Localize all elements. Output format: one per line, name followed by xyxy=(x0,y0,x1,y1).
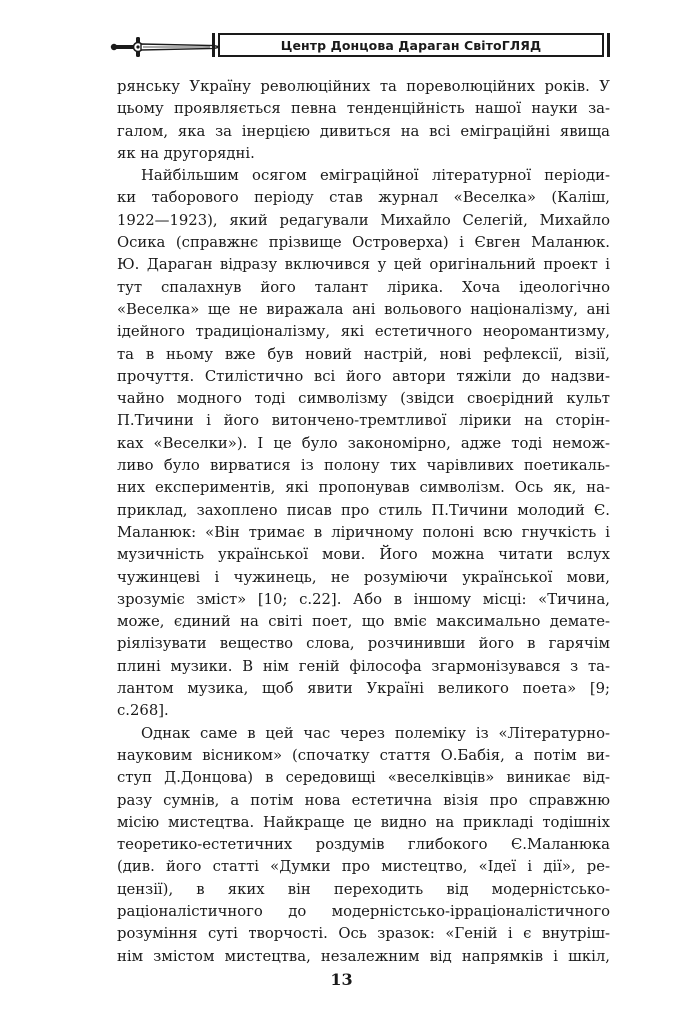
text-line: теоретико-естетичних роздумів глибокого Є.Маланюка xyxy=(117,836,610,854)
text-line: ріялізувати вещество слова, розчинивши його в гарячім xyxy=(117,635,610,653)
text-line: чайно модного тоді символізму (звідси своєрідний культ xyxy=(117,390,610,408)
page-number: 13 xyxy=(330,970,353,989)
text-line: «Веселка» ще не виражала ані вольового націоналізму, ані xyxy=(117,300,610,318)
body-text xyxy=(117,76,610,968)
text-line: ступ Д.Донцова) в середовищі «веселківців» виникає від- xyxy=(117,769,610,787)
text-line: Маланюк: «Він тримає в ліричному полоні всю гнучкість і xyxy=(117,523,610,541)
text-line: може, єдиний на світі поет, що вміє максимально демате- xyxy=(117,613,610,631)
text-line: місію мистецтва. Найкраще це видно на прикладі тодішніх xyxy=(117,813,610,831)
text-line: цензії), в яких він переходить від модерністсько- xyxy=(117,880,610,898)
text-line: та в ньому вже був новий настрій, нові рефлексії, візії, xyxy=(117,345,610,363)
text-line: Ю. Дараган відразу включився у цей оригінальний проект і xyxy=(117,256,610,274)
text-line: Однак саме в цей час через полеміку із «Літературно- xyxy=(141,724,610,742)
text-line: ливо було вирватися із полону тих чарівливих поетикаль- xyxy=(117,457,610,475)
text-line: ки таборового періоду став журнал «Веселка» (Каліш, xyxy=(117,189,610,207)
text-line: тут спалахнув його талант лірика. Хоча ідеологічно xyxy=(117,278,610,296)
text-line: 1922—1923), який редагували Михайло Селегій, Михайло xyxy=(117,211,610,229)
text-line: приклад, захоплено писав про стиль П.Тичини молодий Є. xyxy=(117,501,610,519)
text-line: П.Тичини і його витончено-тремтливої лірики на сторін- xyxy=(117,412,610,430)
text-line: раціоналістичного до модерністсько-ірраціоналістичного xyxy=(117,902,610,920)
text-line: нім змістом мистецтва, незалежним від напрямків і шкіл, xyxy=(117,947,610,965)
text-line: як на другорядні. xyxy=(117,144,255,162)
text-line: разу сумнів, а потім нова естетична візія про справжню xyxy=(117,791,610,809)
running-header xyxy=(0,0,683,70)
text-line: ідейного традиціоналізму, які естетичного неоромантизму, xyxy=(117,323,610,341)
text-line: лантом музика, щоб явити Україні великого поета» [9; xyxy=(117,680,610,698)
text-line: Осика (справжнє прізвище Островерха) і Євген Маланюк. xyxy=(117,234,610,252)
header-title: Центр Донцова Дараган СвітоГЛЯД xyxy=(280,37,542,53)
text-line: галом, яка за інерцією дивиться на всі еміграційні явища xyxy=(117,122,610,140)
text-line: Найбільшим осягом еміграційної літературної періоди- xyxy=(141,167,610,185)
sword-icon xyxy=(110,36,220,58)
text-line: с.268]. xyxy=(117,702,169,720)
text-line: розуміння суті творчості. Ось зразок: «Геній і є внутріш- xyxy=(117,925,610,943)
text-line: (див. його статті «Думки про мистецтво, «Ідеї і дії», ре- xyxy=(117,858,610,876)
text-line: плині музики. В нім геній філософа згармонізувався з та- xyxy=(117,657,610,675)
text-line: прочуття. Стилістично всі його автори тяжіли до надзви- xyxy=(117,367,610,385)
text-line: них експериментів, які пропонував символізм. Ось як, на- xyxy=(117,479,610,497)
text-line: чужинцеві і чужинець, не розуміючи української мови, xyxy=(117,568,610,586)
text-line: зрозуміє зміст» [10; с.22]. Або в іншому місці: «Тичина, xyxy=(117,590,610,608)
text-line: ках «Веселки»). І це було закономірно, адже тоді немож- xyxy=(117,434,610,452)
text-line: рянську Україну революційних та пореволюційних років. У xyxy=(117,78,610,95)
header-title-box xyxy=(218,33,604,57)
text-line: науковим вісником» (спочатку стаття О.Бабія, а потім ви- xyxy=(117,746,610,764)
text-line: цьому проявляється певна тенденційність нашої науки за- xyxy=(117,100,610,118)
text-line: музичність української мови. Його можна читати вслух xyxy=(117,546,610,564)
